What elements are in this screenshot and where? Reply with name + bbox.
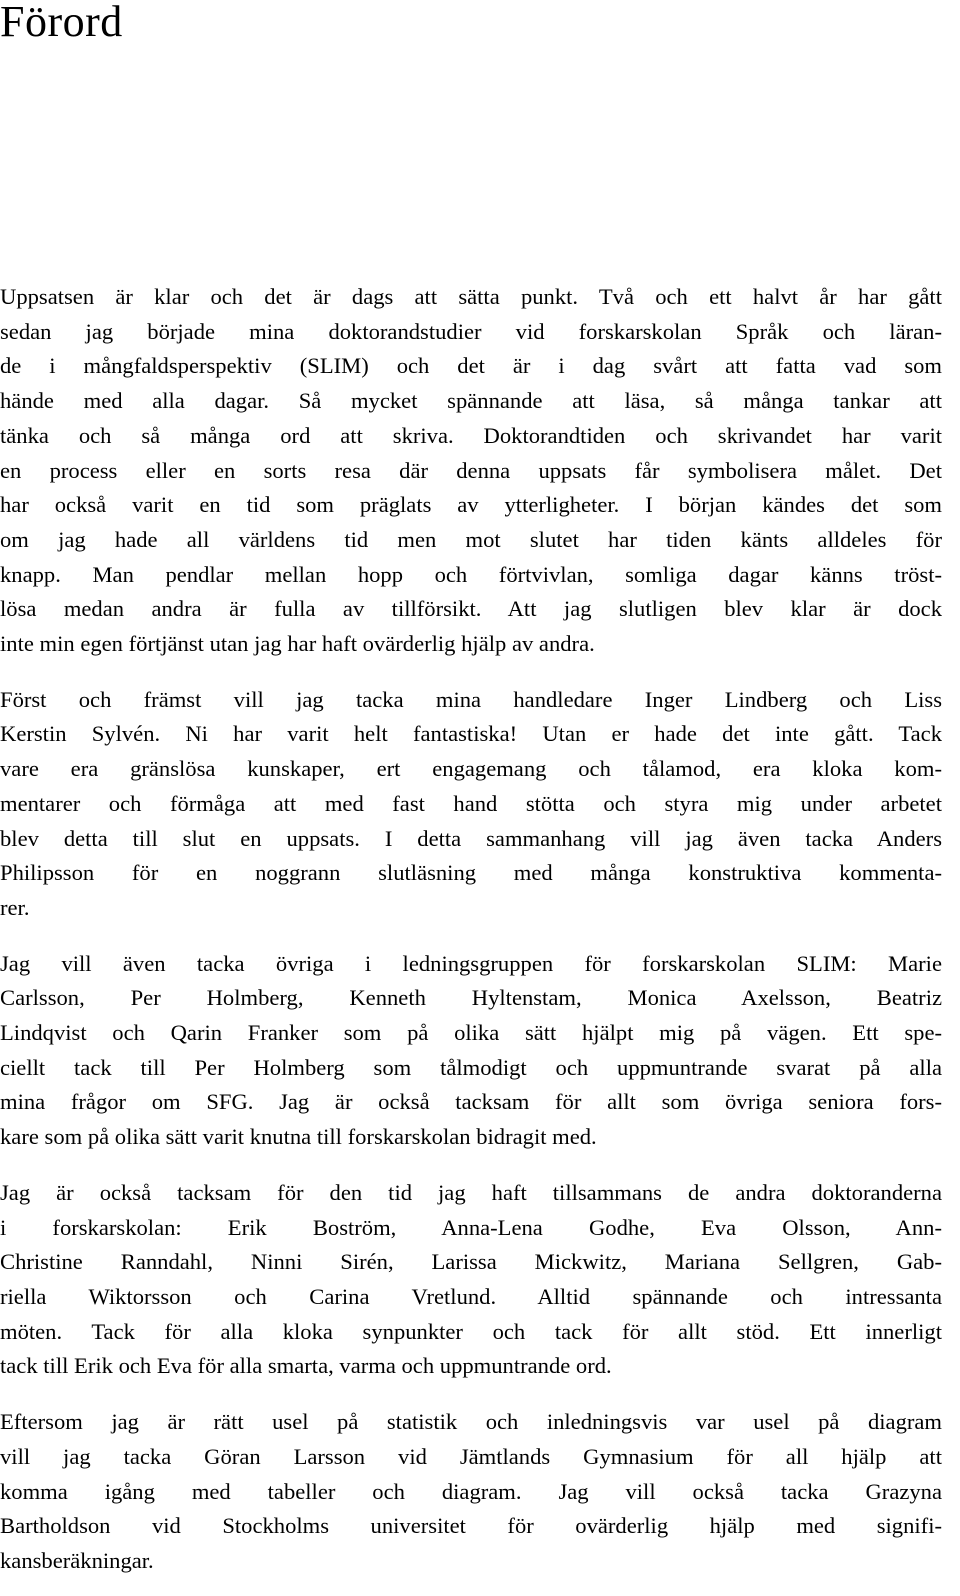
text-line: sedan jag började mina doktorandstudier vid forskarskolan Språk och läran- [0,318,942,344]
text-line: har också varit en tid som präglats av ytterligheter. I början kändes det som [0,492,942,518]
paragraph [0,683,942,926]
text-line: blev detta till slut en uppsats. I detta sammanhang vill jag även tacka Anders [0,825,942,851]
text-line: Bartholdson vid Stockholms universitet för ovärderlig hjälp med signifi- [0,1513,942,1539]
text-line: komma igång med tabeller och diagram. Jag vill också tacka Grazyna [0,1478,942,1504]
document-body [0,280,942,1579]
text-line: Christine Ranndahl, Ninni Sirén, Larissa Mickwitz, Mariana Sellgren, Gab- [0,1249,942,1275]
text-line: Jag vill även tacka övriga i ledningsgruppen för forskarskolan SLIM: Marie [0,950,942,976]
paragraph [0,947,942,1155]
text-line: mina frågor om SFG. Jag är också tacksam för allt som övriga seniora fors- [0,1089,942,1115]
text-line: möten. Tack för alla kloka synpunkter och tack för allt stöd. Ett innerligt [0,1318,942,1344]
text-line: Kerstin Sylvén. Ni har varit helt fantastiska! Utan er hade det inte gått. Tack [0,721,942,747]
text-line: kansberäkningar. [0,1547,154,1573]
text-line: vill jag tacka Göran Larsson vid Jämtlands Gymnasium för all hjälp att [0,1443,942,1469]
text-line: Jag är också tacksam för den tid jag haft tillsammans de andra doktoranderna [0,1179,942,1205]
text-line: Lindqvist och Qarin Franker som på olika sätt hjälpt mig på vägen. Ett spe- [0,1020,942,1046]
text-line: lösa medan andra är fulla av tillförsikt. Att jag slutligen blev klar är dock [0,596,942,622]
text-line: tack till Erik och Eva för alla smarta, varma och uppmuntrande ord. [0,1353,612,1379]
text-line: inte min egen förtjänst utan jag har haft ovärderlig hjälp av andra. [0,631,595,657]
text-line: i forskarskolan: Erik Boström, Anna-Lena Godhe, Eva Olsson, Ann- [0,1214,942,1240]
text-line: vare era gränslösa kunskaper, ert engagemang och tålamod, era kloka kom- [0,756,942,782]
text-line: Eftersom jag är rätt usel på statistik och inledningsvis var usel på diagram [0,1409,942,1435]
text-line: riella Wiktorsson och Carina Vretlund. Alltid spännande och intressanta [0,1283,942,1309]
text-line: om jag hade all världens tid men mot slutet har tiden känts alldeles för [0,526,942,552]
text-line: tänka och så många ord att skriva. Doktorandtiden och skrivandet har varit [0,422,942,448]
paragraph [0,280,942,662]
text-line: hände med alla dagar. Så mycket spännande att läsa, så många tankar att [0,388,942,414]
text-line: rer. [0,894,30,920]
text-line: ciellt tack till Per Holmberg som tålmodigt och uppmuntrande svarat på alla [0,1054,942,1080]
text-line: en process eller en sorts resa där denna uppsats får symbolisera målet. Det [0,457,942,483]
paragraph [0,1176,942,1384]
text-line: mentarer och förmåga att med fast hand stötta och styra mig under arbetet [0,790,942,816]
text-line: knapp. Man pendlar mellan hopp och förtvivlan, somliga dagar känns tröst- [0,561,942,587]
text-line: Philipsson för en noggrann slutläsning med många konstruktiva kommenta- [0,860,942,886]
text-line: de i mångfaldsperspektiv (SLIM) och det är i dag svårt att fatta vad som [0,353,942,379]
page-title: Förord [0,0,123,46]
text-line: kare som på olika sätt varit knutna till forskarskolan bidragit med. [0,1124,597,1150]
text-line: Uppsatsen är klar och det är dags att sätta punkt. Två och ett halvt år har gått [0,284,942,309]
paragraph [0,1405,942,1579]
text-line: Carlsson, Per Holmberg, Kenneth Hyltenstam, Monica Axelsson, Beatriz [0,985,942,1011]
text-line: Först och främst vill jag tacka mina handledare Inger Lindberg och Liss [0,686,942,712]
